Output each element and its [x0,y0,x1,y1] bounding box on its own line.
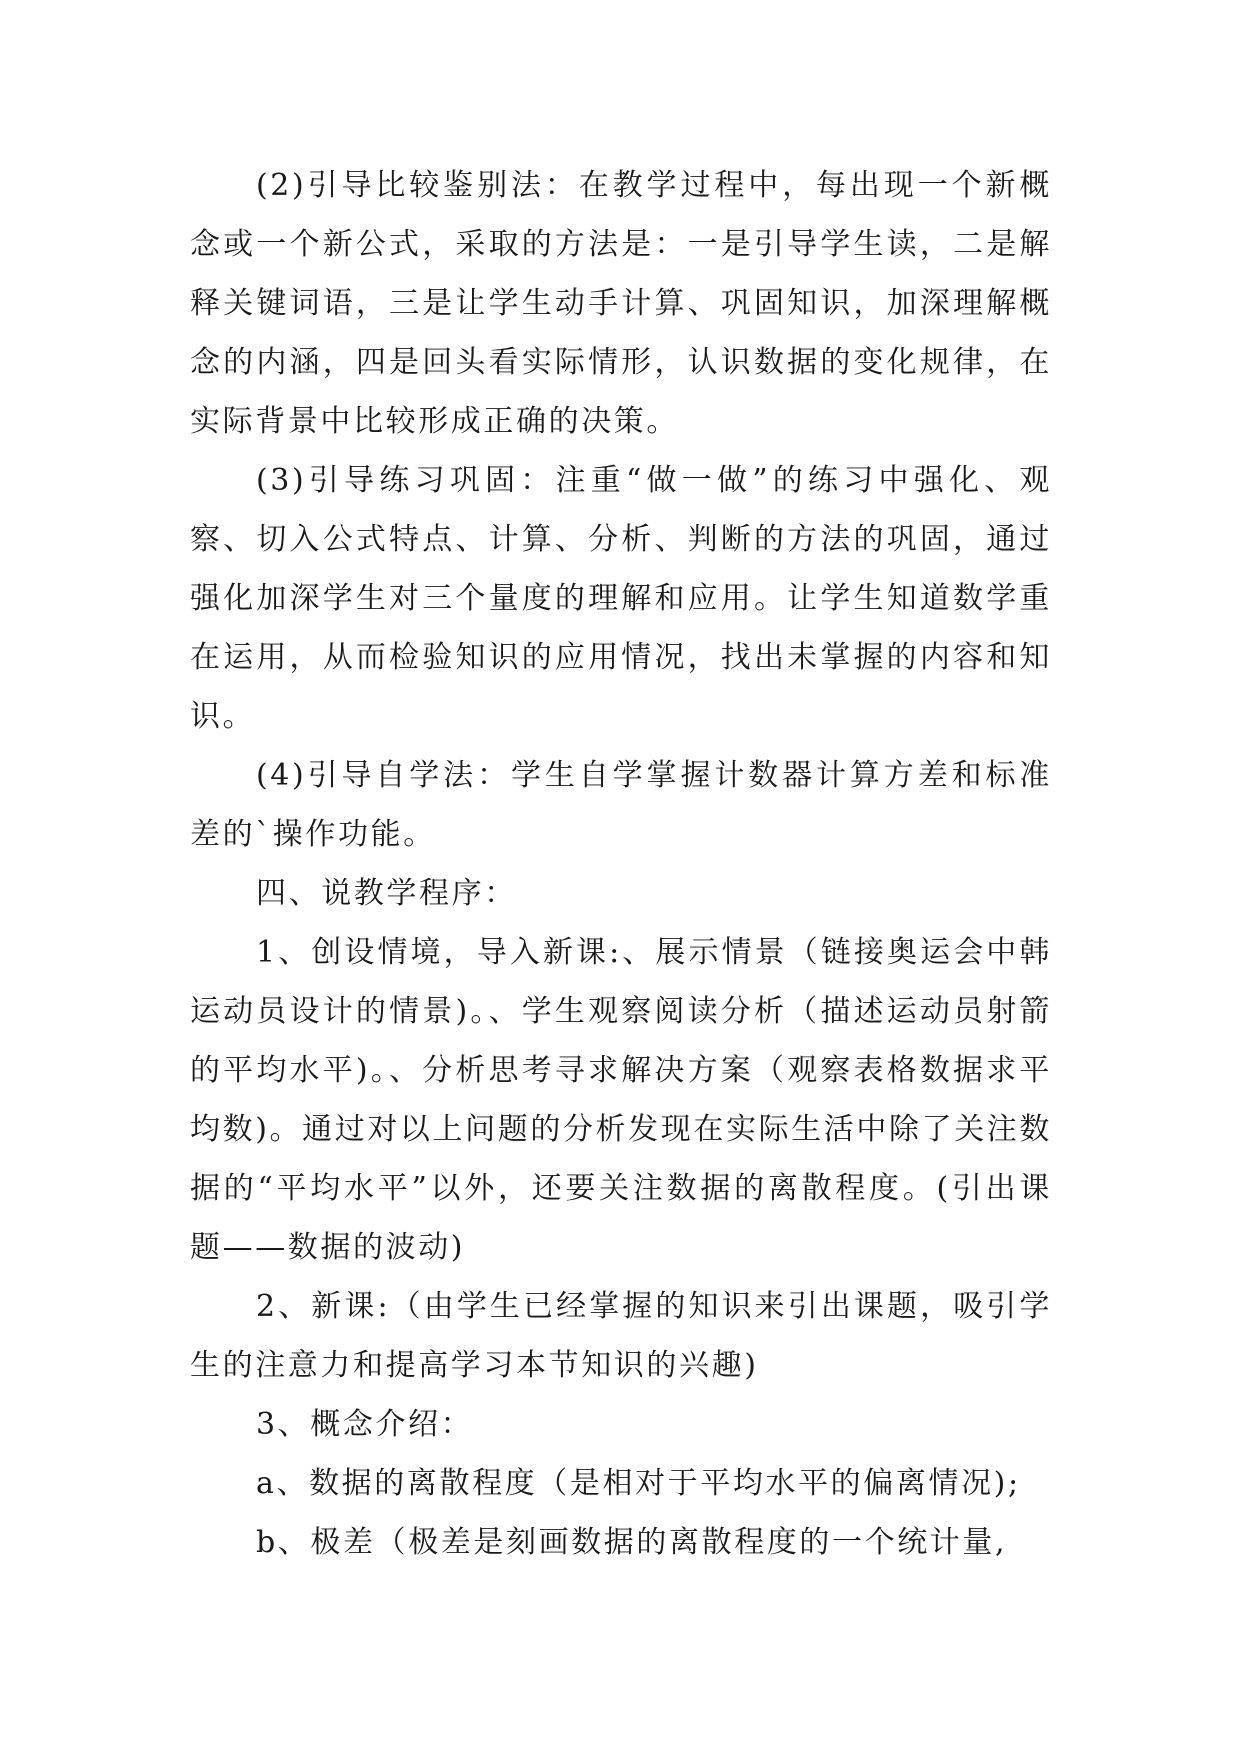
paragraph-guided-comparison-method: (2)引导比较鉴别法：在教学过程中，每出现一个新概念或一个新公式，采取的方法是：一是引导学生读，二是解释关键词语，三是让学生动手计算、巩固知识，加深理解概念的内涵，四是回头看实际情形，认识数据的变化规律，在实际背景中比较形成正确的决策。 [190,168,1052,439]
list-item-dispersion: a、数据的离散程度（是相对于平均水平的偏离情况); [256,1466,1021,1501]
paragraph-new-lesson: 2、新课:（由学生已经掌握的知识来引出课题，吸引学生的注意力和提高学习本节知识的兴趣) [190,1289,1052,1383]
paragraph-scenario-introduction: 1、创设情境，导入新课:、展示情景（链接奥运会中韩运动员设计的情景)。、学生观察阅读分析（描述运动员射箭的平均水平)。、分析思考寻求解决方案（观察表格数据求平均数)。通过对以上问题的分析发现在实际生活中除了关注数据的“平均水平”以外，还要关注数据的离散程度。(引出课题——数据的波动) [190,935,1052,1265]
paragraph-concept-introduction: 3、概念介绍： [256,1407,474,1442]
list-item-range: b、极差（极差是刻画数据的离散程度的一个统计量, [256,1525,1008,1560]
document-page [190,156,1052,1572]
paragraph-guided-self-study: (4)引导自学法：学生自学掌握计数器计算方差和标准差的`操作功能。 [190,758,1052,852]
section-heading-teaching-procedure: 四、说教学程序： [256,876,517,911]
paragraph-guided-practice: (3)引导练习巩固：注重“做一做”的练习中强化、观察、切入公式特点、计算、分析、判断的方法的巩固，通过强化加深学生对三个量度的理解和应用。让学生知道数学重在运用，从而检验知识的应用情况，找出未掌握的内容和知识。 [190,463,1052,734]
